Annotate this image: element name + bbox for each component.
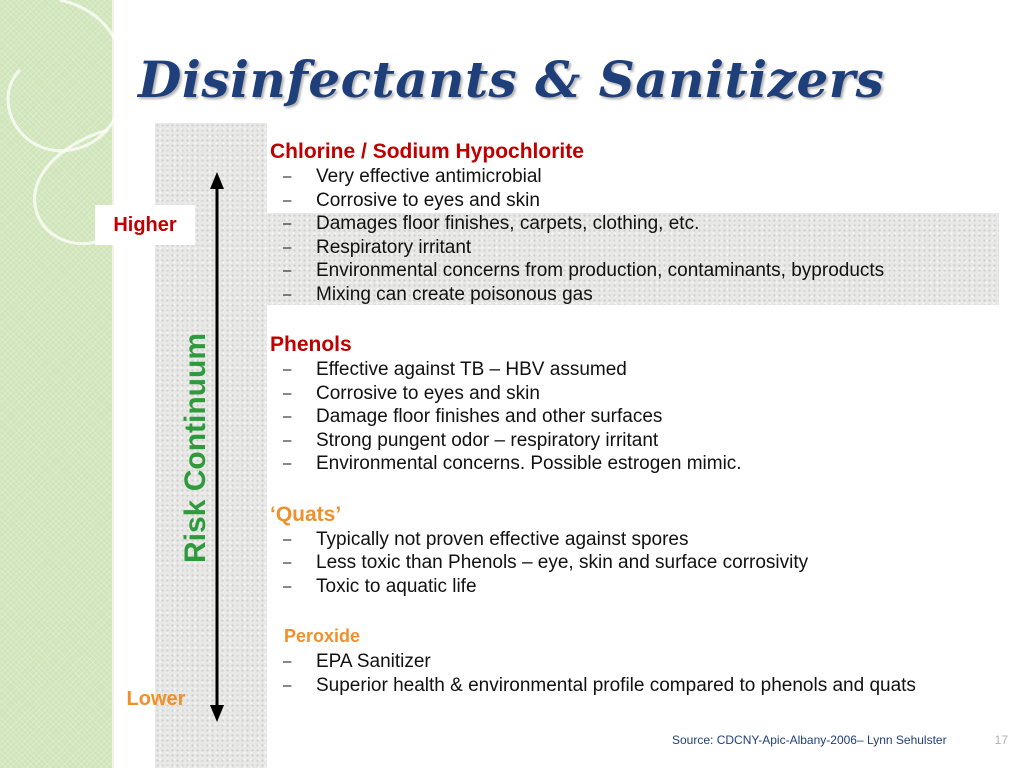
content-list	[270, 138, 1005, 697]
section-heading: Phenols	[270, 333, 352, 356]
list-item: – Mixing can create poisonous gas	[283, 283, 593, 305]
bullet-list	[270, 528, 1005, 599]
dash-bullet-icon: –	[283, 262, 292, 279]
lower-label: Lower	[126, 687, 186, 710]
list-item: – EPA Sanitizer	[283, 651, 431, 672]
list-item: – Environmental concerns. Possible estrogen mimic.	[283, 453, 742, 474]
dash-bullet-icon: –	[283, 530, 292, 548]
dash-bullet-icon: –	[283, 361, 292, 378]
list-item: – Toxic to aquatic life	[283, 575, 477, 597]
dash-bullet-icon: –	[283, 676, 292, 694]
list-item: – Respiratory irritant	[283, 236, 472, 258]
list-item: – Typically not proven effective against spores	[283, 528, 689, 550]
list-item: – Very effective antimicrobial	[283, 166, 542, 187]
section-phenols	[270, 331, 1005, 476]
list-item: – Damages floor finishes, carpets, clothing, etc.	[283, 213, 700, 234]
section-heading: ‘Quats’	[270, 502, 342, 526]
dash-bullet-icon: –	[283, 285, 292, 303]
dash-bullet-icon: –	[283, 238, 292, 256]
risk-continuum-label: Risk Continuum	[179, 333, 212, 563]
dash-bullet-icon: –	[283, 384, 292, 402]
section-heading: Peroxide	[284, 626, 361, 646]
dash-bullet-icon: –	[283, 653, 292, 670]
source-citation: Source: CDCNY-Apic-Albany-2006– Lynn Sehulster	[672, 733, 947, 747]
list-item: – Corrosive to eyes and skin	[283, 382, 540, 404]
bullet-list	[270, 358, 1005, 476]
dash-bullet-icon: –	[283, 431, 292, 449]
dash-bullet-icon: –	[283, 577, 292, 595]
dash-bullet-icon: –	[283, 455, 292, 472]
list-item: – Environmental concerns from production, contaminants, byproducts	[283, 260, 885, 281]
list-item: – Effective against TB – HBV assumed	[283, 359, 627, 380]
dash-bullet-icon: –	[283, 168, 292, 185]
list-item: – Corrosive to eyes and skin	[283, 189, 540, 211]
list-item: – Superior health & environmental profile compared to phenols and quats	[283, 674, 916, 696]
list-item: – Less toxic than Phenols – eye, skin and surface corrosivity	[283, 552, 809, 573]
section-peroxide	[270, 623, 1005, 697]
section-quats	[270, 501, 1005, 599]
section-chlorine	[270, 138, 1005, 306]
bullet-list	[270, 650, 1005, 697]
slide-title: Disinfectants & Sanitizers	[138, 50, 885, 109]
dash-bullet-icon: –	[283, 554, 292, 571]
dash-bullet-icon: –	[283, 408, 292, 425]
bullet-list	[270, 165, 1005, 306]
higher-label: Higher	[95, 205, 195, 245]
list-item: – Strong pungent odor – respiratory irritant	[283, 429, 659, 451]
dash-bullet-icon: –	[283, 191, 292, 209]
page-number: 17	[994, 733, 1008, 747]
section-heading: Chlorine / Sodium Hypochlorite	[270, 140, 584, 163]
list-item: – Damage floor finishes and other surfaces	[283, 406, 663, 427]
dash-bullet-icon: –	[283, 215, 292, 232]
